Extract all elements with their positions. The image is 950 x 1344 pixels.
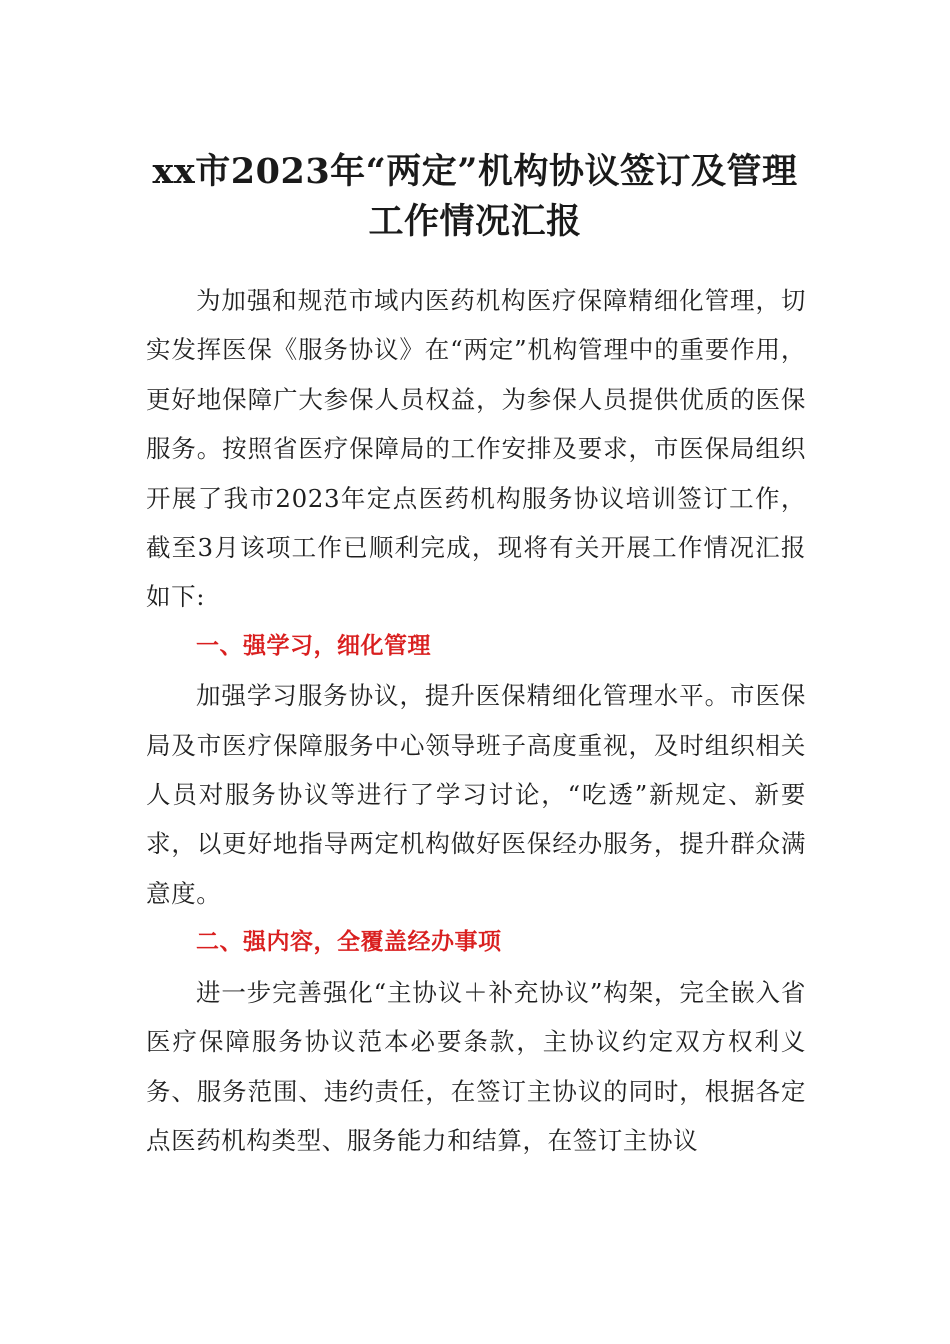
section-2-heading: 二、强内容，全覆盖经办事项 <box>196 929 502 956</box>
section-1-paragraph: 加强学习服务协议，提升医保精细化管理水平。市医保局及市医疗保障服务中心领导班子高度重视，及时组织相关人员对服务协议等进行了学习讨论，“吃透”新规定、新要求，以更好地指导两定机构做好医保经办服务，提升群众满意度。 <box>146 681 806 908</box>
intro-paragraph: 为加强和规范市域内医药机构医疗保障精细化管理，切实发挥医保《服务协议》在“两定”机构管理中的重要作用，更好地保障广大参保人员权益，为参保人员提供优质的医保服务。按照省医疗保障局的工作安排及要求，市医保局组织开展了我市2023年定点医药机构服务协议培训签订工作，截至3月该项工作已顺利完成，现将有关开展工作情况汇报如下: <box>146 286 806 612</box>
document-title-line-1: xx市2023年“两定”机构协议签订及管理 <box>152 151 798 192</box>
document-body <box>146 276 806 1165</box>
section-2-paragraph: 进一步完善强化“主协议＋补充协议”构架，完全嵌入省医疗保障服务协议范本必要条款，主协议约定双方权利义务、服务范围、违约责任，在签订主协议的同时，根据各定点医药机构类型、服务能力和结算，在签订主协议 <box>146 977 806 1155</box>
document-title-line-2: 工作情况汇报 <box>368 201 582 242</box>
section-1-heading: 一、强学习，细化管理 <box>196 632 431 659</box>
